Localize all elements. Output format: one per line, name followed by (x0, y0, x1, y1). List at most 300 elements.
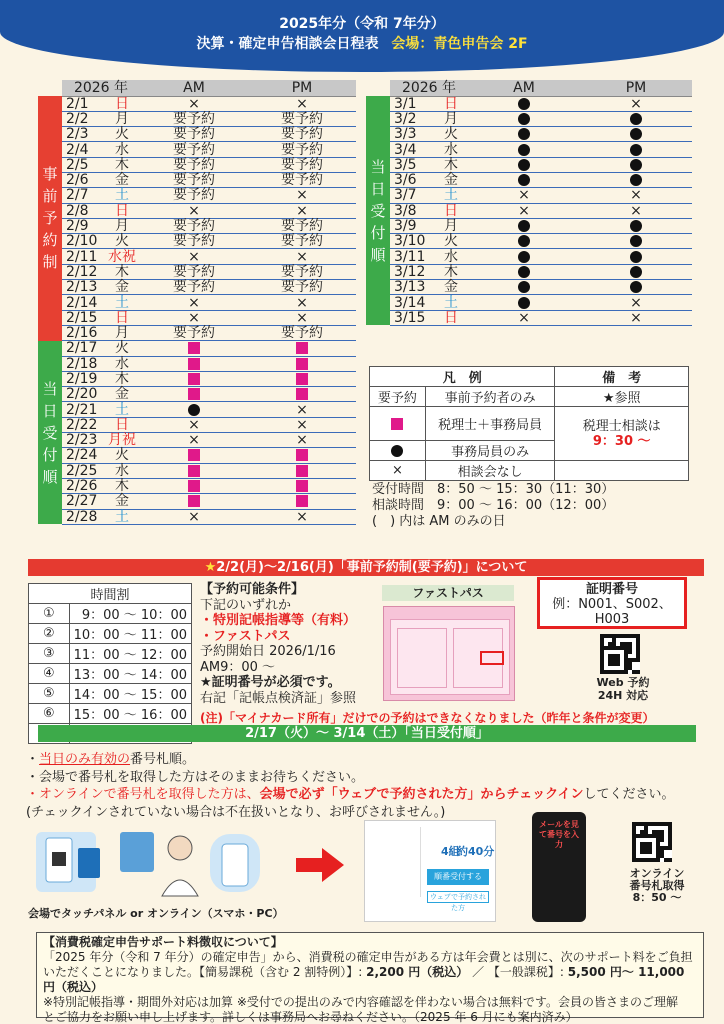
row-am: 要予約 (140, 111, 248, 126)
row-pm: 要予約 (248, 325, 356, 340)
magenta-square-icon (188, 358, 200, 370)
calendar-row (366, 111, 692, 126)
calendar-row (38, 417, 356, 432)
row-am (468, 172, 580, 187)
calendar-row (366, 188, 692, 203)
magenta-square-icon (296, 388, 308, 400)
calendar-row (38, 310, 356, 325)
conditions-special-guidance: ・特別記帳指導等（有料） (200, 613, 357, 628)
magenta-square-icon (188, 495, 200, 507)
timeslot-time: 11：00 ～ 12：00 (69, 644, 191, 664)
row-date: 2/6 (62, 172, 104, 187)
timeslot-time: 9：00 ～ 10：00 (69, 604, 191, 624)
row-date: 2/11 (62, 249, 104, 264)
row-am (140, 478, 248, 493)
black-circle-icon (630, 174, 642, 186)
row-weekday: 日 (434, 203, 468, 218)
fastpass-label: ファストパス (382, 585, 514, 601)
row-weekday: 日 (434, 310, 468, 325)
screen-web-button[interactable]: ウェブで予約された方 (427, 891, 489, 903)
row-date: 3/14 (390, 295, 434, 310)
row-pm: 要予約 (248, 142, 356, 157)
calendar-row (38, 249, 356, 264)
web-reservation-qr-code[interactable] (600, 634, 640, 674)
row-pm: × (248, 249, 356, 264)
timeslot-header: 時間割 (29, 584, 192, 604)
calendar-row (366, 218, 692, 233)
black-circle-icon (518, 159, 530, 171)
calendar-row (38, 172, 356, 187)
row-pm: 要予約 (248, 157, 356, 172)
magenta-square-icon (188, 342, 200, 354)
row-pm: 要予約 (248, 280, 356, 295)
row-weekday: 木 (434, 157, 468, 172)
black-circle-icon (630, 266, 642, 278)
row-am: 要予約 (140, 157, 248, 172)
march-calendar (366, 80, 692, 326)
row-date: 3/2 (390, 111, 434, 126)
row-date: 3/4 (390, 142, 434, 157)
row-date: 2/5 (62, 157, 104, 172)
cert-title: 証明番号 (585, 582, 638, 597)
row-am (468, 218, 580, 233)
row-weekday: 日 (104, 203, 140, 218)
fee-title: 【消費税確定申告サポート料徴収について】 (43, 935, 283, 949)
timeslot-number: ③ (29, 644, 70, 664)
row-pm (248, 448, 356, 463)
row-am: 要予約 (140, 234, 248, 249)
am-only-note: ( ) 内は AM のみの日 (372, 514, 506, 529)
row-pm (248, 478, 356, 493)
magenta-square-icon (296, 465, 308, 477)
row-date: 2/3 (62, 127, 104, 142)
legend-desc-none: 相談会なし (425, 461, 555, 481)
row-pm: × (248, 509, 356, 524)
calendar-row (38, 142, 356, 157)
row-pm (580, 172, 692, 187)
row-pm (248, 387, 356, 402)
black-circle-icon (518, 251, 530, 263)
row-weekday: 月 (434, 111, 468, 126)
timeslot-row (29, 644, 192, 664)
header-schedule-title: 決算・確定申告相談会日程表 (196, 36, 379, 52)
magenta-square-icon (296, 449, 308, 461)
legend-header: 凡 例 (370, 367, 555, 387)
row-date: 3/11 (390, 249, 434, 264)
fee-line1: 「2025 年分（令和 7 年分）の確定申告」から、消費税の確定申告がある方は年会費とは別に、次のサポート料をご負担 (43, 950, 693, 964)
row-pm: × (248, 402, 356, 417)
row-pm (248, 494, 356, 509)
side-label-sameday: 当 日 受 付 順 (38, 341, 62, 525)
row-date: 2/1 (62, 96, 104, 111)
row-am (468, 234, 580, 249)
row-am: × (140, 295, 248, 310)
row-weekday: 水 (104, 356, 140, 371)
black-circle-icon (630, 281, 642, 293)
magenta-square-icon (188, 388, 200, 400)
row-weekday: 金 (434, 280, 468, 295)
timeslot-number: ① (29, 604, 70, 624)
row-date: 2/20 (62, 387, 104, 402)
calendar-row (38, 295, 356, 310)
row-am: 要予約 (140, 218, 248, 233)
row-weekday: 木 (104, 478, 140, 493)
row-date: 2/22 (62, 417, 104, 432)
magenta-square-icon (188, 449, 200, 461)
row-weekday: 水祝 (104, 249, 140, 264)
row-pm (580, 111, 692, 126)
row-date: 2/12 (62, 264, 104, 279)
header-title: 2025年分（令和 7年分） (279, 16, 445, 32)
row-pm: × (248, 433, 356, 448)
black-circle-icon (630, 235, 642, 247)
row-pm (580, 218, 692, 233)
black-circle-icon (518, 113, 530, 125)
header-subtitle (0, 33, 724, 53)
row-pm: × (248, 310, 356, 325)
row-am (468, 96, 580, 111)
row-am: × (468, 310, 580, 325)
row-weekday: 土 (434, 295, 468, 310)
row-pm: 要予約 (248, 111, 356, 126)
web-reservation-hours: 24H 対応 (597, 689, 649, 702)
legend-symbol-none: × (370, 461, 426, 481)
row-weekday: 土 (104, 402, 140, 417)
legend-remark-reserve: ★参照 (555, 387, 689, 407)
row-pm: × (248, 417, 356, 432)
remarks-header: 備 考 (555, 367, 689, 387)
cert-number-highlight (480, 651, 504, 665)
row-pm: × (580, 310, 692, 325)
row-am: 要予約 (140, 127, 248, 142)
row-am (468, 127, 580, 142)
mar-am-header: AM (468, 80, 580, 96)
conditions-start-time: AM9：00 ～ (200, 659, 276, 675)
row-pm: 要予約 (248, 218, 356, 233)
row-date: 2/19 (62, 371, 104, 386)
row-date: 2/10 (62, 234, 104, 249)
row-date: 2/2 (62, 111, 104, 126)
online-number-qr-code[interactable] (632, 822, 672, 862)
legend-desc-tax-accountant: 税理士＋事務局員 (425, 407, 555, 441)
reception-screen-image (364, 820, 496, 922)
row-pm (248, 371, 356, 386)
side-label-reservation: 事 前 予 約 制 (38, 96, 62, 341)
legend-table (369, 366, 689, 481)
screen-wait: 約40分 (457, 845, 495, 858)
conditions-cert-required: ★証明番号が必須です。 (200, 675, 341, 690)
row-weekday: 土 (434, 188, 468, 203)
black-circle-icon (630, 159, 642, 171)
row-pm (580, 280, 692, 295)
magenta-square-icon (391, 418, 403, 430)
calendar-row (366, 172, 692, 187)
sameday-section-banner: 2/17（火）～ 3/14（土）「当日受付順」 (38, 725, 696, 742)
row-date: 2/21 (62, 402, 104, 417)
row-weekday: 金 (104, 494, 140, 509)
calendar-row (366, 310, 692, 325)
row-am (468, 249, 580, 264)
row-date: 3/1 (390, 96, 434, 111)
magenta-square-icon (188, 480, 200, 492)
row-weekday: 火 (104, 341, 140, 356)
timeslot-time: 15：00 ～ 16：00 (69, 704, 191, 724)
legend-remark-consult-time: 9：30 ～ (592, 433, 651, 449)
timeslot-row (29, 624, 192, 644)
row-pm (580, 127, 692, 142)
calendar-row (366, 142, 692, 157)
row-pm (580, 142, 692, 157)
row-weekday: 土 (104, 188, 140, 203)
magenta-square-icon (188, 465, 200, 477)
row-am: × (468, 188, 580, 203)
row-weekday: 日 (104, 96, 140, 111)
black-circle-icon (518, 235, 530, 247)
row-pm: 要予約 (248, 172, 356, 187)
black-circle-icon (518, 98, 530, 110)
magenta-square-icon (296, 480, 308, 492)
fastpass-ticket-image (383, 606, 515, 701)
row-weekday: 月 (104, 325, 140, 340)
black-circle-icon (518, 220, 530, 232)
reservation-section-title: 2/2(月)～2/16(月)「事前予約制(要予約)」について (216, 560, 528, 575)
reception-hours: 受付時間 8：50 ～ 15：30（11：30） (372, 482, 615, 497)
row-weekday: 日 (434, 96, 468, 111)
magenta-square-icon (296, 358, 308, 370)
row-weekday: 木 (434, 264, 468, 279)
calendar-row (38, 341, 356, 356)
cert-example2: H003 (594, 612, 630, 627)
row-am: × (140, 310, 248, 325)
row-date: 3/13 (390, 280, 434, 295)
row-pm: 要予約 (248, 264, 356, 279)
row-weekday: 木 (104, 157, 140, 172)
row-date: 2/17 (62, 341, 104, 356)
row-date: 2/27 (62, 494, 104, 509)
row-pm: × (248, 96, 356, 111)
row-weekday: 月 (104, 218, 140, 233)
conditions-fastpass: ・ファストパス (200, 628, 291, 644)
row-pm (248, 341, 356, 356)
calendar-row (38, 478, 356, 493)
calendar-row (38, 448, 356, 463)
row-date: 3/12 (390, 264, 434, 279)
feb-year-header: 2026 年 (62, 80, 140, 96)
row-date: 2/28 (62, 509, 104, 524)
row-pm: 要予約 (248, 234, 356, 249)
row-am: × (140, 96, 248, 111)
reservation-section-banner (28, 559, 704, 576)
february-calendar (38, 80, 356, 525)
rule-absent-note: (チェックインされていない場合は不在扱いとなり、お呼びされません。) (26, 804, 446, 820)
certificate-number-box (537, 577, 687, 629)
row-date: 2/25 (62, 463, 104, 478)
consultation-hours: 相談時間 9：00 ～ 16：00（12：00） (372, 498, 615, 513)
conditions-see-cert: 右記「記帳点検済証」参照 (200, 690, 357, 706)
row-weekday: 月祝 (104, 433, 140, 448)
row-weekday: 日 (104, 310, 140, 325)
row-weekday: 水 (104, 142, 140, 157)
row-am: × (140, 509, 248, 524)
row-weekday: 金 (104, 387, 140, 402)
calendar-row (38, 280, 356, 295)
row-pm: × (248, 203, 356, 218)
row-weekday: 水 (104, 463, 140, 478)
fee-line2: いただくことになりました。【簡易課税（含む 2 割特例）】: 2,200 円（税込） ／ 【一般課税】: 5,500 円～ 11,000 円（税込） (43, 965, 685, 994)
row-date: 3/3 (390, 127, 434, 142)
header-venue: 会場：青色申告会 2F (391, 36, 528, 52)
row-am (468, 295, 580, 310)
black-circle-icon (630, 220, 642, 232)
legend-desc-reserve: 事前予約者のみ (425, 387, 555, 407)
fee-line3: ※特別記帳指導・期間外対応は加算 ※受付での提出のみで内容確認を伴わない場合は無料です。会員の皆さまのご理解 (43, 995, 678, 1009)
rule-number-order: ・当日のみ有効の番号札順。 (26, 752, 196, 767)
row-am (140, 448, 248, 463)
phone-image (532, 812, 586, 922)
header-banner (0, 0, 724, 72)
timeslot-number: ⑤ (29, 684, 70, 704)
row-am: × (468, 203, 580, 218)
calendar-row (38, 203, 356, 218)
row-weekday: 木 (104, 264, 140, 279)
row-am: × (140, 203, 248, 218)
rule-online-checkin: ・オンラインで番号札を取得した方は、会場で必ず「ウェブで予約された方」からチェックインしてください。 (26, 787, 675, 802)
row-weekday: 火 (434, 127, 468, 142)
mynumber-card-note: (注)「マイナカード所有」だけでの予約はできなくなりました（昨年と条件が変更） (200, 711, 655, 725)
legend-desc-staff: 事務局員のみ (425, 441, 555, 461)
row-date: 2/13 (62, 280, 104, 295)
row-am: 要予約 (140, 172, 248, 187)
row-date: 2/15 (62, 310, 104, 325)
timeslot-row (29, 664, 192, 684)
magenta-square-icon (188, 373, 200, 385)
black-circle-icon (518, 174, 530, 186)
row-pm: × (580, 188, 692, 203)
calendar-row (38, 111, 356, 126)
phone-text: メールを見て番号を入力 (539, 820, 579, 849)
calendar-row (38, 509, 356, 524)
online-number-title: オンライン (629, 867, 685, 880)
row-weekday: 月 (104, 111, 140, 126)
timeslot-number: ⑥ (29, 704, 70, 724)
row-am (468, 111, 580, 126)
calendar-row (38, 387, 356, 402)
row-weekday: 土 (104, 295, 140, 310)
row-date: 2/23 (62, 433, 104, 448)
feb-pm-header: PM (248, 80, 356, 96)
feb-am-header: AM (140, 80, 248, 96)
black-circle-icon (518, 297, 530, 309)
reservation-conditions (200, 582, 356, 706)
calendar-row (38, 433, 356, 448)
row-weekday: 日 (104, 417, 140, 432)
screen-reception-button[interactable]: 順番受付する (427, 869, 489, 885)
row-pm: × (580, 96, 692, 111)
row-am (468, 142, 580, 157)
row-weekday: 水 (434, 249, 468, 264)
calendar-row (38, 127, 356, 142)
legend-remark-consult-line1: 税理士相談は (582, 418, 661, 434)
calendar-row (366, 249, 692, 264)
row-weekday: 金 (434, 172, 468, 187)
row-date: 2/18 (62, 356, 104, 371)
row-am: × (140, 417, 248, 432)
row-am: 要予約 (140, 142, 248, 157)
magenta-square-icon (296, 373, 308, 385)
row-weekday: 金 (104, 172, 140, 187)
row-date: 3/15 (390, 310, 434, 325)
web-reservation-label (588, 676, 658, 702)
row-weekday: 火 (434, 234, 468, 249)
timeslot-time: 13：00 ～ 14：00 (69, 664, 191, 684)
online-number-desc: 番号札取得 (629, 879, 685, 892)
row-am (140, 494, 248, 509)
row-weekday: 木 (104, 371, 140, 386)
row-date: 2/16 (62, 325, 104, 340)
arrow-right-icon (296, 848, 344, 882)
timeslot-row (29, 684, 192, 704)
row-pm (248, 463, 356, 478)
row-date: 3/7 (390, 188, 434, 203)
timeslot-row (29, 704, 192, 724)
row-date: 2/8 (62, 203, 104, 218)
row-am (140, 463, 248, 478)
row-am (468, 264, 580, 279)
magenta-square-icon (296, 495, 308, 507)
touch-panel-caption: 会場でタッチパネル or オンライン（スマホ・PC） (28, 907, 284, 920)
screen-count: 4組 (441, 845, 460, 858)
row-pm (580, 157, 692, 172)
row-am: 要予約 (140, 264, 248, 279)
row-pm (248, 356, 356, 371)
hours-info (372, 482, 614, 530)
row-am (140, 356, 248, 371)
row-date: 2/14 (62, 295, 104, 310)
calendar-row (366, 127, 692, 142)
row-am (140, 341, 248, 356)
black-circle-icon (518, 266, 530, 278)
calendar-row (366, 280, 692, 295)
timeslot-table (28, 583, 192, 744)
conditions-start-date: 予約開始日 2026/1/16 (200, 644, 336, 659)
calendar-row (366, 295, 692, 310)
row-am: × (140, 433, 248, 448)
calendar-row (366, 234, 692, 249)
calendar-row (38, 356, 356, 371)
calendar-row (366, 264, 692, 279)
calendar-row (38, 402, 356, 417)
calendar-row (366, 157, 692, 172)
calendar-row (38, 188, 356, 203)
legend-symbol-magenta (370, 407, 426, 441)
row-weekday: 火 (104, 127, 140, 142)
calendar-row (38, 494, 356, 509)
star-icon: ★ (204, 560, 217, 575)
row-pm (580, 234, 692, 249)
black-circle-icon (630, 144, 642, 156)
row-weekday: 水 (434, 142, 468, 157)
row-date: 3/6 (390, 172, 434, 187)
legend-remark-consult (555, 407, 689, 461)
black-circle-icon (630, 128, 642, 140)
black-circle-icon (630, 251, 642, 263)
calendar-row (38, 264, 356, 279)
row-weekday: 金 (104, 280, 140, 295)
row-am: 要予約 (140, 188, 248, 203)
row-am (140, 371, 248, 386)
magenta-square-icon (296, 342, 308, 354)
consumption-tax-fee-notice (36, 932, 704, 1024)
